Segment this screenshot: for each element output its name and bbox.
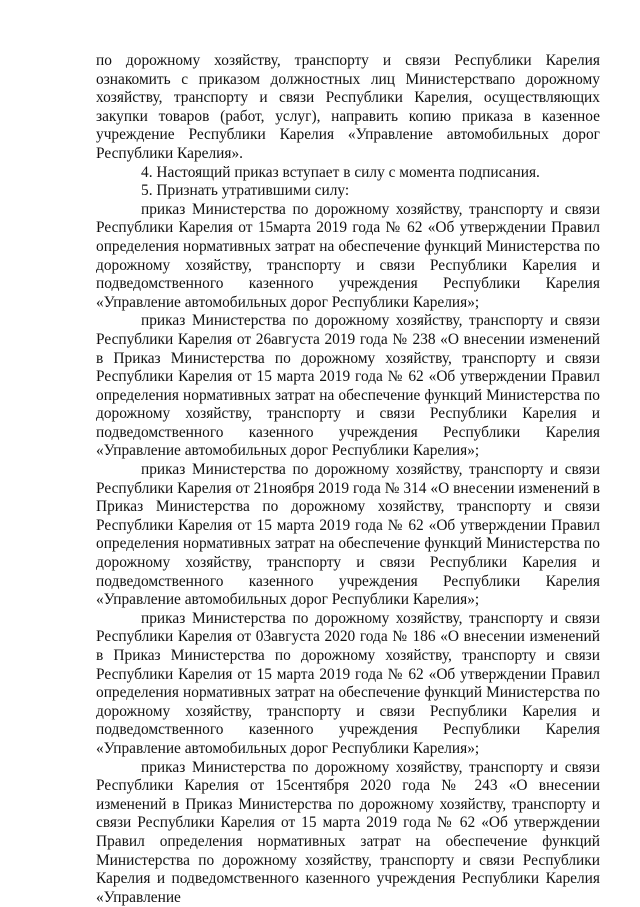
repealed-order-3: приказ Министерства по дорожному хозяйству, транспорту и связи Республики Карелия от 21ноября 2019 года № 314 «О внесении изменений в Приказ Министерства по дорожному хозяйству, транспорту и связи Республики Карелия от 15 марта 2019 года № 62 «Об утверждении Правил определения нормативных затрат на обеспечение функций Министерства по дорожному хозяйству, транспорту и связи Республики Карелия и подведомственного казенного учреждения Республики Карелия «Управление автомобильных дорог Республики Карелия»;	[96, 461, 600, 609]
repealed-order-1: приказ Министерства по дорожному хозяйству, транспорту и связи Республики Карелия от 15марта 2019 года № 62 «Об утверждении Правил определения нормативных затрат на обеспечение функций Министерства по дорожному хозяйству, транспорту и связи Республики Карелия и подведомственного казенного учреждения Республики Карелия «Управление автомобильных дорог Республики Карелия»;	[96, 200, 600, 311]
paragraph-item-4: 4. Настоящий приказ вступает в силу с момента подписания.	[141, 163, 540, 181]
repealed-order-2: приказ Министерства по дорожному хозяйству, транспорту и связи Республики Карелия от 26августа 2019 года № 238 «О внесении изменений в Приказ Министерства по дорожному хозяйству, транспорту и связи Республики Карелия от 15 марта 2019 года № 62 «Об утверждении Правил определения нормативных затрат на обеспечение функций Министерства по дорожному хозяйству, транспорту и связи Республики Карелия и подведомственного казенного учреждения Республики Карелия «Управление автомобильных дорог Республики Карелия»;	[96, 312, 600, 460]
document-body	[96, 52, 600, 907]
paragraph-item-5: 5. Признать утратившими силу:	[141, 182, 350, 200]
paragraph-continuation: по дорожному хозяйству, транспорту и связи Республики Карелия ознакомить с приказом должностных лиц Министерствапо дорожному хозяйству, транспорту и связи Республики Карелия, осуществляющих закупки товаров (работ, услуг), направить копию приказа в казенное учреждение Республики Карелия «Управление автомобильных дорог Республики Карелия».	[96, 52, 600, 162]
repealed-order-5: приказ Министерства по дорожному хозяйству, транспорту и связи Республики Карелия от 15сентября 2020 года № 243 «О внесении изменений в Приказ Министерства по дорожному хозяйству, транспорту и связи Республики Карелия от 15 марта 2019 года № 62 «Об утверждении Правил определения нормативных затрат на обеспечение функций Министерства по дорожному хозяйству, транспорту и связи Республики Карелия и подведомственного казенного учреждения Республики Карелия «Управление	[96, 758, 600, 906]
repealed-order-4: приказ Министерства по дорожному хозяйству, транспорту и связи Республики Карелия от 03августа 2020 года № 186 «О внесении изменений в Приказ Министерства по дорожному хозяйству, транспорту и связи Республики Карелия от 15 марта 2019 года № 62 «Об утверждении Правил определения нормативных затрат на обеспечение функций Министерства по дорожному хозяйству, транспорту и связи Республики Карелия и подведомственного казенного учреждения Республики Карелия «Управление автомобильных дорог Республики Карелия»;	[96, 609, 600, 757]
